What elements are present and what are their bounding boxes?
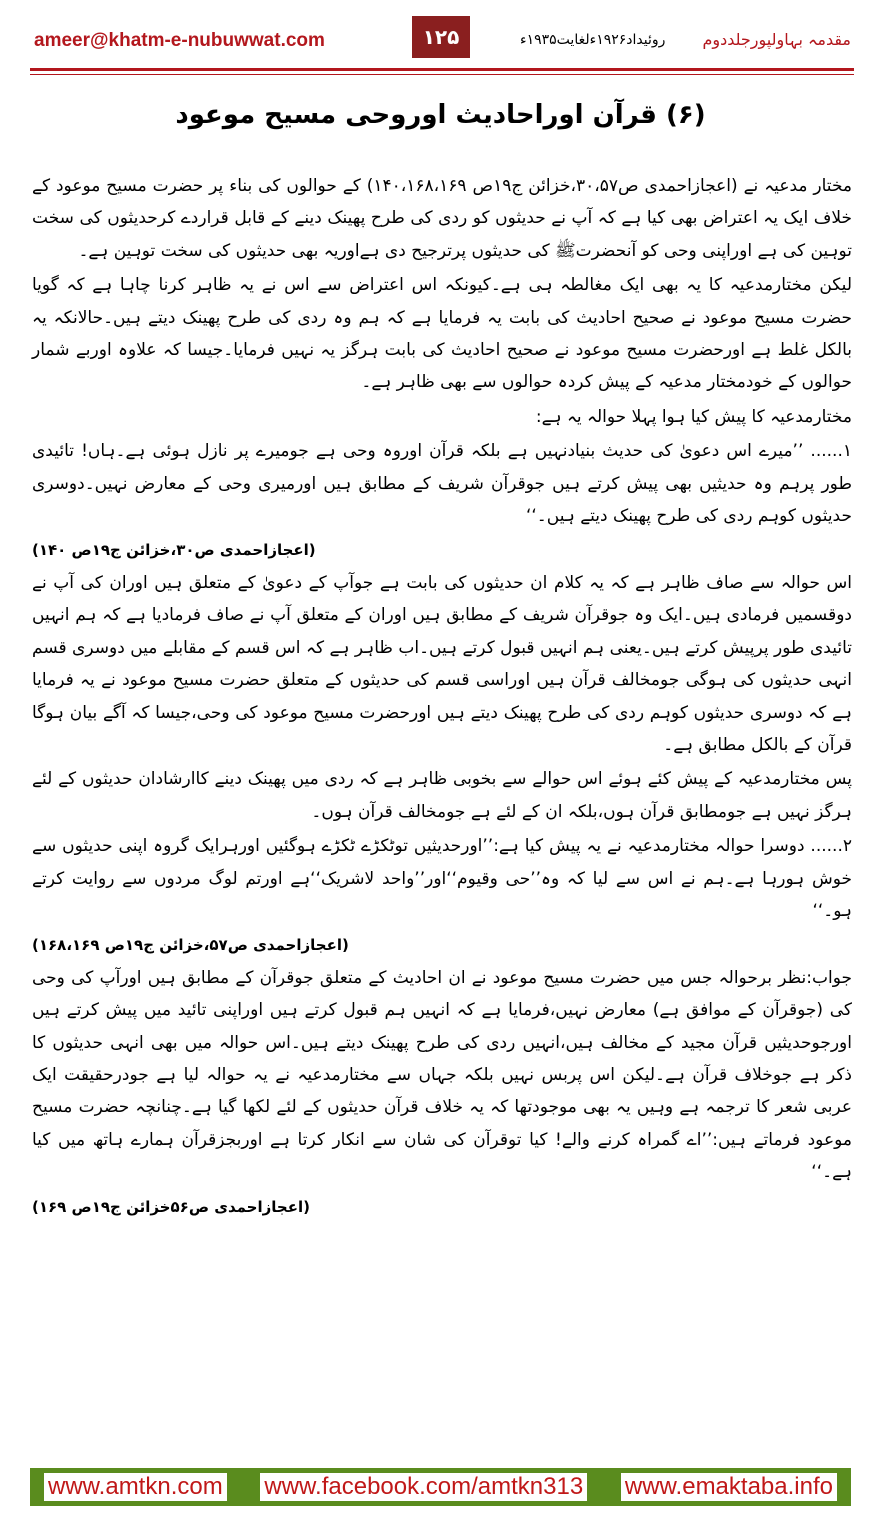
footer-bar (30, 1468, 851, 1506)
paragraph-5: اس حوالہ سے صاف ظاہر ہے کہ یہ کلام ان حدیثوں کی بابت ہے جوآپ کے دعویٰ کے متعلق ہیں اوران کی آپ نے دوقسمیں فرمادی ہیں۔ایک وہ جوقرآن شریف کے مطابق ہیں اوران کے متعلق آپ نے صاف فرمادیا ہے کہ ہم انہیں تائیدی طور پرپیش کرتے ہیں۔یعنی ہم انہیں قبول کرتے ہیں۔اب ظاہر ہے کہ اس قسم کے مقابلے میں دوسری قسم انہی حدیثوں کی ہوگی جومخالف قرآن ہیں اوراسی قسم کی حدیثوں کے متعلق حضرت مسیح موعود نے یہ فرمایا ہے کہ دوسری حدیثوں کوہم ردی کی طرح پھینک دیتے ہیں اورحضرت مسیح موعود کی وحی،جیسا کہ آگے بیان ہوگا قرآن کے بالکل مطابق ہے۔ (32, 572, 852, 755)
reference-3: (اعجازاحمدی ص۵۶خزائن ج۱۹ص ۱۶۹) (32, 1197, 310, 1216)
quote-2: ۲...... دوسرا حوالہ مختارمدعیہ نے یہ پیش کیا ہے:’’اورحدیثیں توٹکڑے ٹکڑے ہوگئیں اورہرایک گروہ اپنی حدیثوں سے خوش ہورہا ہے۔ہم نے اس سے لیا کہ وہ’’حی وقیوم‘‘اور’’واحد لاشریک‘‘ہے اورتم لوگ مردوں سے روایت کرتے ہو۔‘‘ (32, 836, 852, 921)
document-body (32, 170, 852, 1223)
header-email[interactable]: ameer@khatm-e-nubuwwat.com (34, 30, 325, 51)
paragraph-1: مختار مدعیہ نے (اعجازاحمدی ص۳۰،۵۷،خزائن ج۱۹ص ۱۴۰،۱۶۸،۱۶۹) کے حوالوں کی بناء پر حضرت مسیح موعود کے خلاف ایک یہ اعتراض بھی کیا ہے کہ آپ نے حدیثوں کو ردی کی طرح پھینک دینے کے قابل قراردے کرحدیثوں کی سخت توہین کی ہے اوراپنی وحی کو آنحضرتﷺ کی حدیثوں پرترجیح دی ہےاوریہ بھی حدیثوں کی سخت توہین ہے۔ (32, 176, 853, 261)
header-book-title: مقدمہ بہاولپورجلددوم (702, 30, 851, 49)
answer-paragraph: جواب:نظر برحوالہ جس میں حضرت مسیح موعود نے ان احادیث کے متعلق جوقرآن کے مطابق ہیں اورآپ کی وحی کی (جوقرآن کے موافق ہے) معارض نہیں،فرمایا ہے کہ انہیں ہم قبول کرتے ہیں اوراپنی تائید میں پیش کرتے ہیں اورجوحدیثیں قرآن مجید کے مخالف ہیں،انہیں ردی کی طرح پھینک دیتے ہیں۔اس حوالہ میں بھی انہی حدیثوں کا ذکر ہے جوخلاف قرآن ہے۔لیکن اس پربس نہیں بلکہ جہاں سے مختارمدعیہ نے یہ حوالہ لیا ہے جودرحقیقت ایک عربی شعر کا ترجمہ ہے وہیں یہ بھی موجودتھا کہ یہ خلاف قرآن حدیثوں کے لئے لکھا گیا ہے۔چنانچہ حضرت مسیح موعود فرماتے ہیں:’’اے گمراہ کرنے والے! کیا توقرآن کی شان سے انکار کرتا ہے اوربجزقرآن ہمارے ہاتھ میں کیا ہے۔‘‘ (32, 967, 852, 1183)
footer-links (30, 1468, 851, 1506)
footer-link-facebook[interactable]: www.facebook.com/amtkn313 (260, 1473, 587, 1501)
paragraph-3: مختارمدعیہ کا پیش کیا ہوا پہلا حوالہ یہ ہے: (535, 406, 852, 427)
header-case-years: روئیداد۱۹۲۶ءلغایت۱۹۳۵ء (520, 32, 666, 48)
page-header (0, 0, 881, 80)
page-number: ۱۲۵ (412, 16, 470, 58)
section-title: (۶) قرآن اوراحادیث اوروحی مسیح موعود (175, 100, 706, 130)
reference-1: (اعجازاحمدی ص۳۰،خزائن ج۱۹ص ۱۴۰) (32, 541, 316, 560)
paragraph-6: پس مختارمدعیہ کے پیش کئے ہوئے اس حوالے سے بخوبی ظاہر ہے کہ ردی میں پھینک دینے کاارشادان حدیثوں کے لئے ہرگز نہیں ہے جومطابق قرآن ہوں،بلکہ ان کے لئے ہے جومخالف قرآن ہوں۔ (32, 769, 852, 822)
footer-link-amtkn[interactable]: www.amtkn.com (44, 1473, 227, 1501)
quote-1: ۱...... ’’میرے اس دعویٰ کی حدیث بنیادنہیں ہے بلکہ قرآن اوروہ وحی ہے جومیرے پر نازل ہوئی ہے۔ہاں! تائیدی طور پرہم وہ حدیثیں بھی پیش کرتے ہیں جوقرآن شریف کے مطابق ہیں اورمیری وحی کے معارض نہیں۔دوسری حدیثوں کوہم ردی کی طرح پھینک دیتے ہیں۔‘‘ (32, 441, 852, 527)
paragraph-2: لیکن مختارمدعیہ کا یہ بھی ایک مغالطہ ہی ہے۔کیونکہ اس اعتراض سے اس نے یہ ظاہر کرنا چاہا ہے کہ گویا حضرت مسیح موعود نے صحیح احادیث کی بابت یہ فرمایا ہے کہ ہم وہ ردی کی طرح پھینک دیتے ہیں۔حالانکہ یہ بالکل غلط ہے اورحضرت مسیح موعود نے صحیح احادیث کی بابت ہرگز یہ نہیں فرمایا۔جیسا کہ علاوہ اوربے شمار حوالوں کے خودمختار مدعیہ کے پیش کردہ حوالوں سے بھی ظاہر ہے۔ (32, 275, 852, 393)
header-divider (30, 68, 854, 71)
header-divider-thin (30, 74, 854, 75)
footer-link-emaktaba[interactable]: www.emaktaba.info (621, 1473, 837, 1501)
reference-2: (اعجازاحمدی ص۵۷،خزائن ج۱۹ص ۱۶۸،۱۶۹) (32, 936, 349, 955)
